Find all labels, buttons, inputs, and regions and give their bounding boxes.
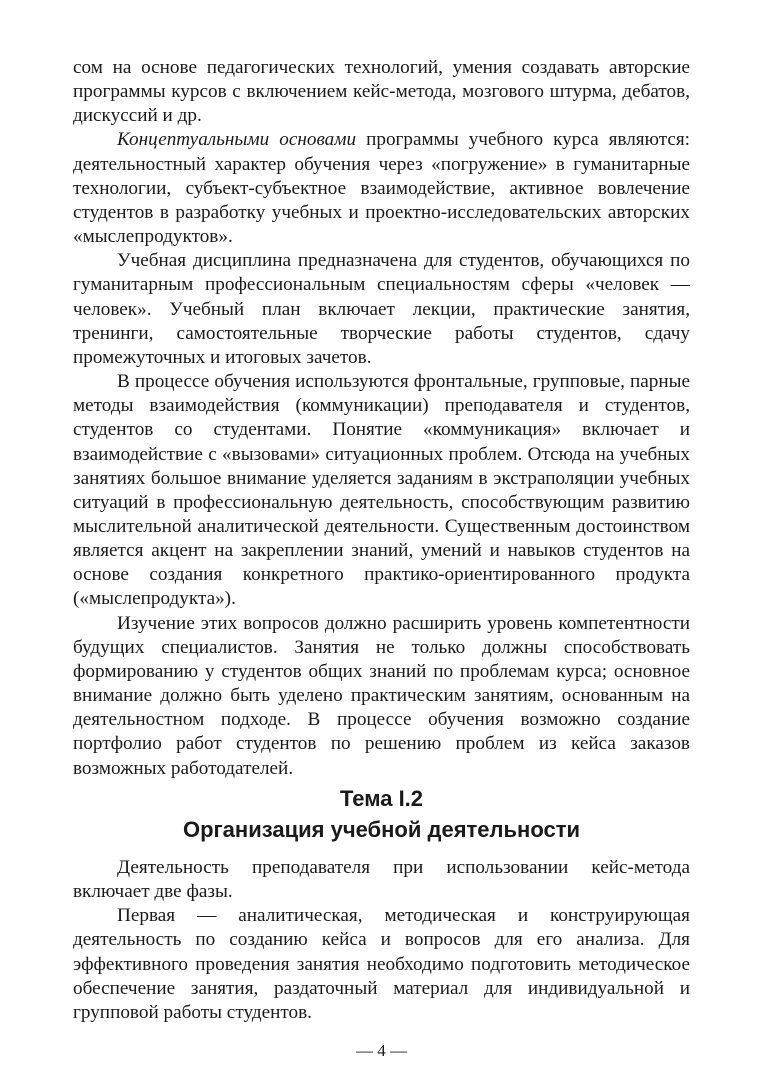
text-block-intro — [73, 56, 690, 781]
page-number: — 4 — — [356, 1041, 407, 1060]
paragraph-first-phase: Первая — аналитическая, методическая и конструирующая деятельность по созданию кейса и вопросов для его анализа. Для эффективного проведения занятия необходимо подготовить методическое обеспечение занятия, раздаточный материал для индивидуальной и групповой работы студентов. — [73, 905, 690, 1023]
paragraph-teacher-activity: Деятельность преподавателя при использовании кейс-метода включает две фазы. — [73, 857, 690, 903]
paragraph-learning-process: В процессе обучения используются фронтальные, групповые, парные методы взаимодействия (коммуникации) преподавателя и студентов, студентов со студентами. Понятие «коммуникация» включает и взаимодействие с «вызовами» ситуационных проблем. Отсюда на учебных занятиях большое внимание уделяется заданиям в экстраполяции учебных ситуаций в профессиональную деятельность, способствующим развитию мыслительной аналитической деятельности. Существенным достоинством является акцент на закреплении знаний, умений и навыков студентов на основе создания конкретного практико-ориентированного продукта («мыслепродукта»). — [73, 371, 690, 610]
paragraph-continuation: сом на основе педагогических технологий, умения создавать авторские программы курсов с включением кейс-метода, мозгового штурма, дебатов, дискуссий и др. — [73, 57, 690, 127]
section-title-heading: Организация учебной деятельности — [182, 817, 581, 842]
italic-term: Концептуальными основами — [117, 129, 357, 151]
paragraph-text: программы учебного курса являются: деятельностный характер обучения через «погружение» в гуманитарные технологии, субъект-субъектное взаимодействие, активное вовлечение студентов в разработку учебных и проектно-исследовательских авторских «мыслепродуктов». — [73, 129, 690, 248]
paragraph-conceptual-basis — [73, 128, 690, 249]
paragraph-discipline: Учебная дисциплина предназначена для студентов, обучающихся по гуманитарным профессиональным специальностям сферы «человек — человек». Учебный план включает лекции, практические занятия, тренинги, самостоятельные творческие работы студентов, сдачу промежуточных и итоговых зачетов. — [73, 250, 690, 368]
section-topic-heading: Тема I.2 — [339, 786, 424, 811]
paragraph-study-questions: Изучение этих вопросов должно расширить уровень компетентности будущих специалистов. Занятия не только должны способствовать формированию у студентов общих знаний по проблемам курса; основное внимание должно быть уделено практическим занятиям, основанным на деятельностном подходе. В процессе обучения возможно создание портфолио работ студентов по решению проблем из кейса заказов возможных работодателей. — [73, 612, 690, 779]
text-block-section — [73, 856, 690, 1025]
